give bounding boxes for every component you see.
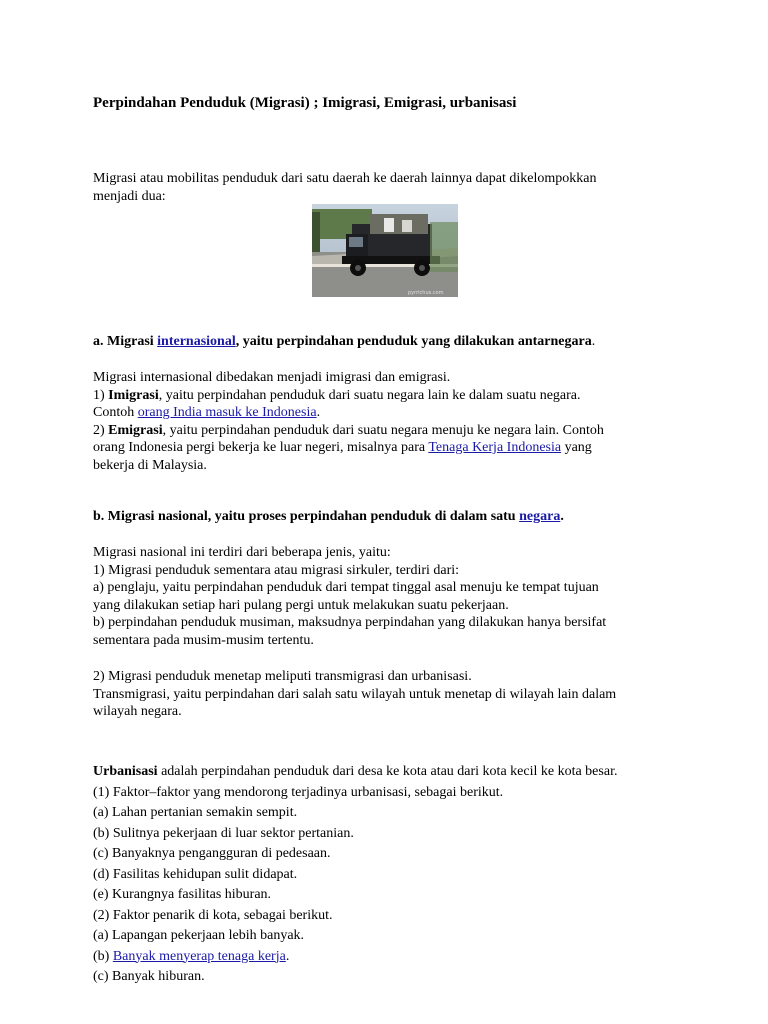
urbanisasi-section — [93, 762, 693, 988]
intro-line-2: menjadi dua: — [93, 188, 166, 204]
para-b-line-6: sementara pada musim-musim tertentu. — [93, 632, 314, 648]
urban-line-9: (a) Lapangan pekerjaan lebih banyak. — [93, 928, 305, 943]
page-title: Perpindahan Penduduk (Migrasi) ; Imigrasi, Emigrasi, urbanisasi — [93, 95, 517, 111]
section-c-paragraph — [93, 668, 693, 721]
urban-line-8: (2) Faktor penarik di kota, sebagai berikut. — [93, 907, 333, 923]
para-a-line-5: orang Indonesia pergi bekerja ke luar negeri, misalnya para Tenaga Kerja Indonesia yang — [93, 440, 592, 455]
section-a-prefix: a. Migrasi — [93, 334, 158, 349]
urban-line-10: (b) Banyak menyerap tenaga kerja. — [93, 948, 290, 964]
tenaga-kerja-link[interactable]: Banyak menyerap tenaga kerja — [112, 948, 286, 964]
para-c-line-2: Transmigrasi, yaitu perpindahan dari salah satu wilayah untuk menetap di wilayah lain dalam — [93, 686, 617, 702]
intro-line-1: Migrasi atau mobilitas penduduk dari satu daerah ke daerah lainnya dapat dikelompokkan — [93, 171, 597, 186]
para-a-line-1: Migrasi internasional dibedakan menjadi imigrasi dan emigrasi. — [93, 370, 451, 385]
internasional-link[interactable]: internasional — [157, 334, 236, 349]
para-b-line-4: yang dilakukan setiap hari pulang pergi untuk melakukan suatu pekerjaan. — [93, 597, 509, 613]
truck-photo — [312, 204, 458, 297]
para-b-line-3: a) penglaju, yaitu perpindahan penduduk dari tempat tinggal asal menuju ke tempat tujuan — [93, 580, 599, 595]
para-b-line-1: Migrasi nasional ini terdiri dari beberapa jenis, yaitu: — [93, 545, 391, 560]
tki-link[interactable]: Tenaga Kerja Indonesia — [428, 440, 562, 455]
para-a-line-6: bekerja di Malaysia. — [93, 457, 207, 473]
para-a-line-3: Contoh orang India masuk ke Indonesia. — [93, 405, 321, 420]
section-b-heading: b. Migrasi nasional, yaitu proses perpindahan penduduk di dalam satu negara. — [93, 509, 564, 524]
photo-watermark: pyrrichus.com — [408, 290, 444, 296]
section-a-paragraph — [93, 369, 693, 474]
para-c-line-3: wilayah negara. — [93, 704, 182, 719]
negara-link[interactable]: negara — [519, 509, 561, 524]
urban-line-5: (c) Banyaknya pengangguran di pedesaan. — [93, 846, 331, 861]
urban-line-3: (a) Lahan pertanian semakin sempit. — [93, 805, 298, 820]
urban-line-11: (c) Banyak hiburan. — [93, 969, 205, 984]
section-a-heading — [93, 333, 693, 351]
para-c-line-1: 2) Migrasi penduduk menetap meliputi transmigrasi dan urbanisasi. — [93, 669, 472, 684]
intro-paragraph — [93, 170, 693, 205]
para-a-line-2: 1) Imigrasi, yaitu perpindahan penduduk dari suatu negara lain ke dalam suatu negara. — [93, 387, 581, 403]
india-link[interactable]: orang India masuk ke Indonesia — [137, 405, 317, 420]
para-a-line-4: 2) Emigrasi, yaitu perpindahan penduduk dari suatu negara menuju ke negara lain. Contoh — [93, 422, 604, 438]
urban-line-1: Urbanisasi adalah perpindahan penduduk dari desa ke kota atau dari kota kecil ke kota besar. — [93, 764, 618, 779]
urban-line-6: (d) Fasilitas kehidupan sulit didapat. — [93, 866, 298, 882]
para-b-line-2: 1) Migrasi penduduk sementara atau migrasi sirkuler, terdiri dari: — [93, 562, 460, 578]
section-a-suffix: , yaitu perpindahan penduduk yang dilakukan antarnegara — [235, 334, 592, 349]
urban-line-7: (e) Kurangnya fasilitas hiburan. — [93, 887, 272, 902]
urban-line-2: (1) Faktor–faktor yang mendorong terjadinya urbanisasi, sebagai berikut. — [93, 784, 504, 800]
urban-line-4: (b) Sulitnya pekerjaan di luar sektor pertanian. — [93, 825, 354, 841]
para-b-line-5: b) perpindahan penduduk musiman, maksudnya perpindahan yang dilakukan hanya bersifat — [93, 615, 607, 630]
truck-photo-icon — [312, 204, 458, 297]
section-a-end: . — [591, 334, 596, 349]
section-b-paragraph — [93, 544, 693, 649]
